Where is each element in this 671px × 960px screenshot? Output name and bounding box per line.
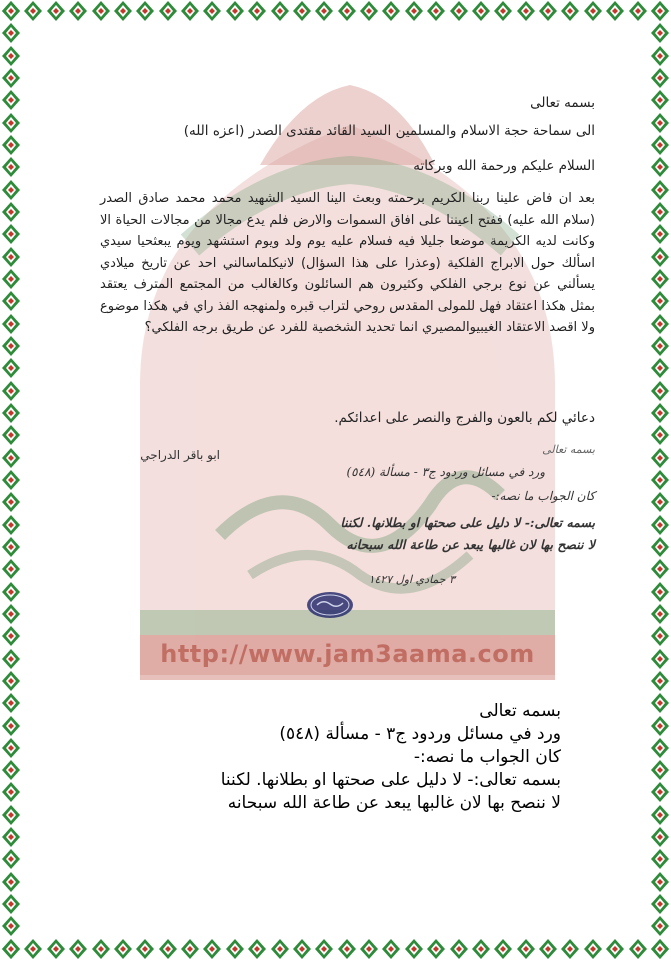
border-ornament [0,447,22,469]
border-ornament [0,335,22,357]
border-ornament [134,938,156,960]
border-ornament [649,469,671,491]
border-ornament [0,625,22,647]
border-ornament [0,715,22,737]
border-ornament [425,0,447,22]
border-ornament [537,0,559,22]
border-ornament [0,223,22,245]
letter-greeting: السلام عليكم ورحمة الله وبركاته [413,158,595,174]
border-ornament [0,22,22,44]
border-ornament [0,201,22,223]
border-ornament [649,268,671,290]
border-ornament [0,402,22,424]
border-ornament [649,893,671,915]
border-ornament [492,938,514,960]
border-ornament [313,0,335,22]
handwritten-line-5: لا ننصح بها لان غالبها يبعد عن طاعة الله سبحانه [346,537,595,552]
border-ornament [0,692,22,714]
border-ornament [179,0,201,22]
border-ornament [649,603,671,625]
border-ornament [649,491,671,513]
transcript-line-2: ورد في مسائل وردود ج٣ - مسألة (٥٤٨) [279,724,561,744]
office-stamp [305,590,355,620]
letter-addressee: الى سماحة حجة الاسلام والمسلمين السيد القائد مقتدى الصدر (اعزه الله) [183,123,595,139]
border-ornament [67,0,89,22]
border-ornament [0,670,22,692]
border-ornament [649,536,671,558]
border-ornament [0,893,22,915]
border-ornament [0,112,22,134]
border-ornament [649,826,671,848]
border-ornament [0,0,22,22]
border-ornament [403,938,425,960]
border-ornament [649,938,671,960]
border-ornament [604,0,626,22]
transcript-line-5: لا ننصح بها لان غالبها يبعد عن طاعة الله سبحانه [227,793,561,813]
border-ornament [649,134,671,156]
handwritten-line-4: بسمه تعالى:- لا دليل على صحتها او بطلانها. لكننا [340,515,595,530]
border-ornament [45,938,67,960]
border-ornament [649,781,671,803]
letter-closing: دعائي لكم بالعون والفرج والنصر على اعدائكم. [334,410,595,426]
watermark-url: http://www.jam3aama.com [160,640,535,668]
border-ornament [515,0,537,22]
border-ornament [649,179,671,201]
border-ornament [358,938,380,960]
border-ornament [0,246,22,268]
border-ornament [90,938,112,960]
border-ornament [157,938,179,960]
border-ornament [649,223,671,245]
border-ornament [448,938,470,960]
border-ornament [649,915,671,937]
border-ornament [0,871,22,893]
border-ornament [649,514,671,536]
border-ornament [559,0,581,22]
border-ornament [649,692,671,714]
left-border [0,0,22,960]
border-ornament [649,581,671,603]
border-ornament [22,938,44,960]
border-ornament [649,804,671,826]
border-ornament [313,938,335,960]
transcript-line-1: بسمه تعالى [479,701,561,721]
border-ornament [0,469,22,491]
border-ornament [604,938,626,960]
scanned-letter [100,55,595,705]
border-ornament [380,938,402,960]
border-ornament [269,938,291,960]
border-ornament [224,938,246,960]
border-ornament [649,447,671,469]
letter-salutation: بسمه تعالى [530,95,595,111]
border-ornament [246,0,268,22]
border-ornament [291,0,313,22]
border-ornament [201,938,223,960]
border-ornament [649,715,671,737]
border-ornament [649,670,671,692]
border-ornament [649,112,671,134]
border-ornament [649,335,671,357]
border-ornament [179,938,201,960]
transcript-line-3: كان الجواب ما نصه:- [413,747,561,767]
border-ornament [45,0,67,22]
border-ornament [649,89,671,111]
letter-signature: ابو باقر الدراجي [140,448,220,462]
border-ornament [90,0,112,22]
border-ornament [246,938,268,960]
border-ornament [0,915,22,937]
border-ornament [157,0,179,22]
border-ornament [649,290,671,312]
border-ornament [649,424,671,446]
border-ornament [0,737,22,759]
border-ornament [0,179,22,201]
border-ornament [291,938,313,960]
border-ornament [425,938,447,960]
border-ornament [470,0,492,22]
border-ornament [0,290,22,312]
border-ornament [0,826,22,848]
border-ornament [649,201,671,223]
border-ornament [649,759,671,781]
border-ornament [537,938,559,960]
border-ornament [22,0,44,22]
border-ornament [0,581,22,603]
border-ornament [0,759,22,781]
border-ornament [380,0,402,22]
border-ornament [0,89,22,111]
border-ornament [0,67,22,89]
handwritten-line-2: ورد في مسائل وردود ج٣ - مسألة (٥٤٨) [346,465,545,479]
handwritten-line-1: بسمه تعالى [542,443,595,456]
border-ornament [0,268,22,290]
border-ornament [649,648,671,670]
border-ornament [0,491,22,513]
handwritten-line-3: كان الجواب ما نصه:- [491,489,595,503]
border-ornament [224,0,246,22]
border-ornament [649,871,671,893]
right-border [649,0,671,960]
border-ornament [649,848,671,870]
transcript-line-4: بسمه تعالى:- لا دليل على صحتها او بطلانها. لكننا [220,770,561,790]
border-ornament [0,536,22,558]
top-border [0,0,671,22]
border-ornament [358,0,380,22]
border-ornament [649,357,671,379]
border-ornament [201,0,223,22]
border-ornament [0,45,22,67]
border-ornament [649,380,671,402]
border-ornament [269,0,291,22]
border-ornament [448,0,470,22]
border-ornament [492,0,514,22]
transcript [221,700,561,815]
border-ornament [336,938,358,960]
border-ornament [559,938,581,960]
border-ornament [112,0,134,22]
letter-body: بعد ان فاض علينا ربنا الكريم برحمته وبعث الينا السيد الشهيد محمد محمد صادق الصدر (سلام الله عليه) ففتح اعيننا على افاق السموات والارض فلم يدع مجالا من مجالات الحياة الا وكانت لديه الكريمة موضعا جليلا فيه فسلام عليه يوم ولد ويوم استشهد ويوم يبعثحيا سيدي اسألك حول الابراج الفلكية (وعذرا على هذا السؤال) لانيكلماسالني احد عن تاريخ ميلادي يسألني عن نوع برجي الفلكي وكثيرون هم السائلون وكالغالب من المجتمع المترف يعتقد بمثل هكذا اعتقاد فهل للمولى المقدس روحي لتراب قبره ولمنهجه الفذ راي في هكذا موضوع ولا اقصد الاعتقاد الغيبيوالمصيري انما تحديد الشخصية للفرد عن طريق برجه الفلكي؟ [100,191,595,335]
border-ornament [0,781,22,803]
border-ornament [336,0,358,22]
border-ornament [403,0,425,22]
border-ornament [649,67,671,89]
border-ornament [0,603,22,625]
border-ornament [134,0,156,22]
border-ornament [649,625,671,647]
border-ornament [515,938,537,960]
border-ornament [112,938,134,960]
border-ornament [649,156,671,178]
border-ornament [0,804,22,826]
border-ornament [582,938,604,960]
border-ornament [67,938,89,960]
border-ornament [649,0,671,22]
border-ornament [0,514,22,536]
border-ornament [649,558,671,580]
border-ornament [0,134,22,156]
border-ornament [649,45,671,67]
border-ornament [649,402,671,424]
border-ornament [627,938,649,960]
bottom-border [0,938,671,960]
border-ornament [0,938,22,960]
border-ornament [582,0,604,22]
border-ornament [0,848,22,870]
border-ornament [649,313,671,335]
border-ornament [649,246,671,268]
border-ornament [0,357,22,379]
border-ornament [0,380,22,402]
border-ornament [0,313,22,335]
border-ornament [649,737,671,759]
handwritten-date: ٣ جمادي اول ١٤٢٧ [368,573,455,586]
border-ornament [627,0,649,22]
border-ornament [0,558,22,580]
border-ornament [470,938,492,960]
border-ornament [0,156,22,178]
border-ornament [649,22,671,44]
border-ornament [0,424,22,446]
border-ornament [0,648,22,670]
